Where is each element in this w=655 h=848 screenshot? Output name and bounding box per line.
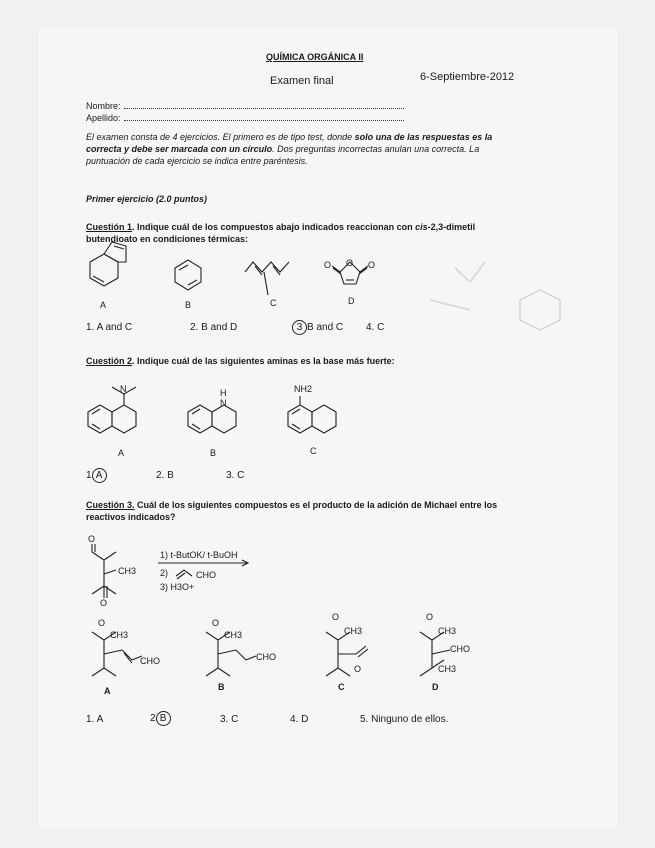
q2-line-1: Cuestión 2. Indique cuál de las siguientes aminas es la base más fuerte: [86, 356, 395, 366]
q1-line-1: Cuestión 1. Indique cuál de los compuestos abajo indicados reaccionan con cis-2,3-dimetil [86, 222, 476, 232]
q3-a-oxygen-top: O [98, 618, 106, 628]
q3-reagent-2: 2) [160, 568, 169, 578]
q1-answer-1[interactable]: 1. A and C [86, 322, 133, 333]
q3-label-c: C [338, 682, 345, 692]
course-title: QUÍMICA ORGÁNICA II [266, 52, 364, 62]
exam-date: 6-Septiembre-2012 [420, 71, 515, 83]
q2-a-nitrogen: N [120, 384, 127, 394]
q3-b-cho: CHO [256, 652, 276, 662]
instructions-line-3: puntuación de cada ejercicio se indica entre paréntesis. [86, 156, 308, 166]
selected-answer-circle: 3 [292, 320, 307, 335]
selected-answer-circle: B [156, 711, 171, 726]
instructions-line-1: El examen consta de 4 ejercicios. El primero es de tipo test, donde solo una de las respuestas es la [86, 132, 493, 142]
q1-d-oxygen-right: O [368, 260, 376, 270]
q1-answer-2[interactable]: 2. B and D [190, 322, 238, 333]
q2-label-a: A [118, 448, 125, 458]
q3-answer-4[interactable]: 4. D [290, 714, 309, 725]
q3-answer-1[interactable]: 1. A [86, 714, 104, 725]
q3-label-b: B [218, 682, 225, 692]
q3-c-ch3: CH3 [344, 626, 363, 636]
q3-reagent-1: 1) t-ButOK/ t-BuOH [160, 550, 238, 560]
q2-label-c: C [310, 446, 317, 456]
q3-reagent-cho: CHO [196, 570, 216, 580]
q3-reagent-3: 3) H3O+ [160, 582, 195, 592]
q3-line-1: Cuestión 3. Cuál de los siguientes compuestos es el producto de la adición de Michael entre los [86, 500, 498, 510]
q2-answer-2[interactable]: 2. B [156, 470, 174, 481]
instructions-line-2: correcta y debe ser marcada con un círculo. Dos preguntas incorrectas anulan una correcta. La [86, 144, 480, 154]
q3-a-cho: CHO [140, 656, 160, 666]
q3-d-ch3: CH3 [438, 626, 457, 636]
q2-c-nh2: NH2 [294, 384, 313, 394]
q3-label-d: D [432, 682, 439, 692]
q1-answer-3[interactable]: 3 B and C [292, 320, 343, 335]
q3-c-oxygen-top: O [332, 612, 340, 622]
q1-answer-4[interactable]: 4. C [366, 322, 385, 333]
q1-label-b: B [185, 300, 192, 310]
q3-c-oxygen-bottom: O [354, 664, 362, 674]
q1-d-oxygen-left: O [324, 260, 332, 270]
q3-d-ch3-bottom: CH3 [438, 664, 457, 674]
q2-b-nh: H N [220, 388, 227, 408]
q3-b-oxygen-top: O [212, 618, 220, 628]
q2-answer-1[interactable]: 1 A [86, 468, 107, 483]
apellido-label: Apellido: [86, 113, 121, 123]
q1-d-oxygen-ring: O [346, 258, 354, 268]
q3-line-2: reactivos indicados? [86, 512, 176, 522]
q3-answer-5[interactable]: 5. Ninguno de ellos. [360, 714, 449, 725]
selected-answer-circle: A [92, 468, 107, 483]
exam-type: Examen final [270, 75, 334, 87]
q3-reactant-oxygen-1: O [88, 534, 96, 544]
q3-label-a: A [104, 686, 111, 696]
q3-reactant-oxygen-2: O [100, 598, 108, 608]
q1-label-d: D [348, 296, 355, 306]
q1-line-2: butendioato en condiciones térmicas: [86, 234, 249, 244]
q3-answer-2[interactable]: 2 B [150, 711, 171, 726]
q2-answer-3[interactable]: 3. C [226, 470, 245, 481]
q3-a-ch3: CH3 [110, 630, 129, 640]
q2-label-b: B [210, 448, 217, 458]
q3-answer-3[interactable]: 3. C [220, 714, 239, 725]
q3-b-ch3: CH3 [224, 630, 243, 640]
q1-label-c: C [270, 298, 277, 308]
q1-label-a: A [100, 300, 107, 310]
q3-d-cho: CHO [450, 644, 470, 654]
q3-reactant-ch3: CH3 [118, 566, 137, 576]
nombre-label: Nombre: [86, 101, 121, 111]
section-title: Primer ejercicio (2.0 puntos) [86, 194, 208, 204]
q3-d-oxygen-top: O [426, 612, 434, 622]
